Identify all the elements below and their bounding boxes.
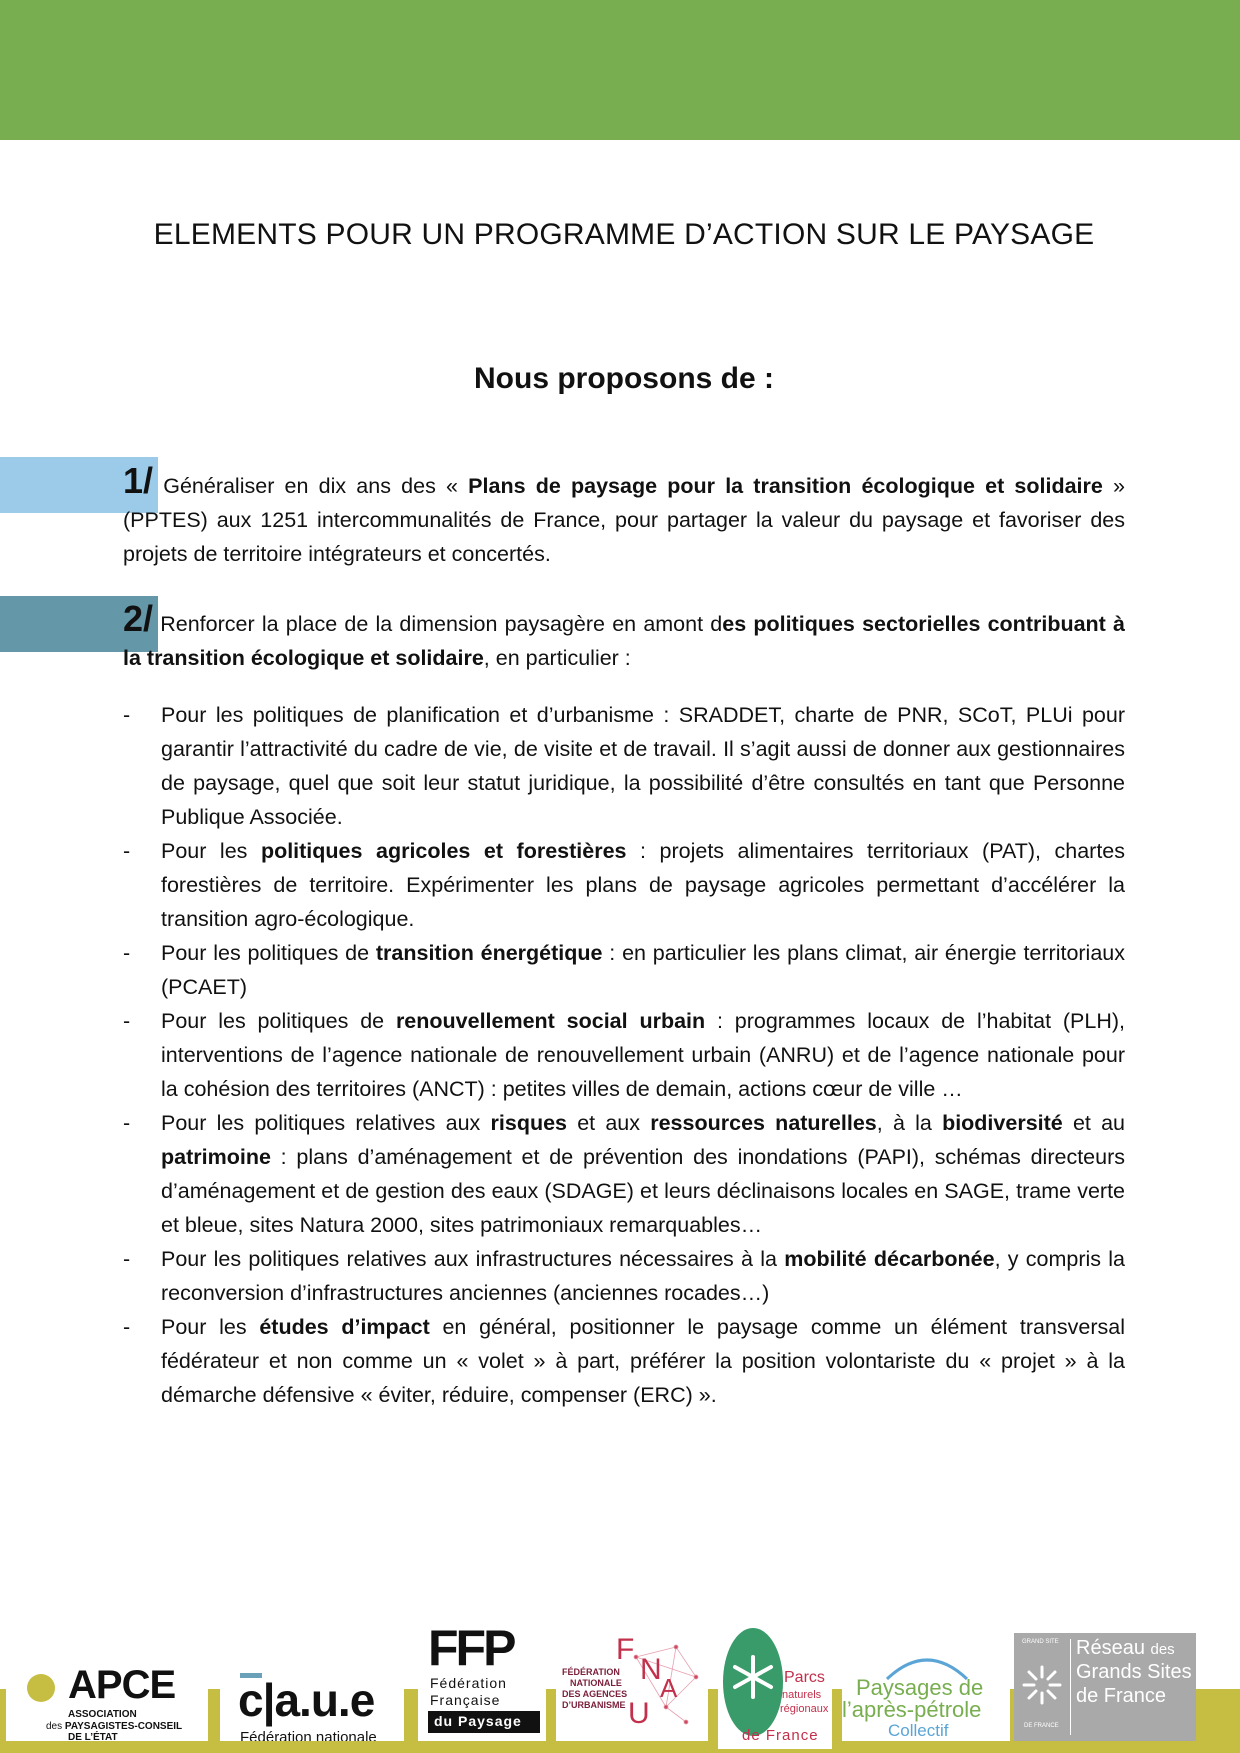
list-item-bold: politiques agricoles et forestières	[260, 839, 627, 863]
policy-list	[123, 698, 1125, 1412]
caue-subtitle: Fédération nationale	[240, 1729, 377, 1741]
list-item	[123, 1310, 1125, 1412]
list-item-text: , à la	[876, 1111, 943, 1135]
ffp-name: FFP	[428, 1620, 514, 1676]
list-item-text: Pour les politiques relatives aux	[161, 1111, 491, 1135]
bullet-dash: -	[123, 1315, 131, 1339]
apce-line-2	[46, 1721, 182, 1732]
apce-logo	[6, 1633, 208, 1741]
rgsf-line-1	[1076, 1637, 1175, 1660]
bullet-dash: -	[123, 703, 131, 727]
partner-logos	[0, 1618, 1240, 1753]
bullet-dash: -	[123, 1247, 131, 1271]
list-item-bold: ressources naturelles	[650, 1111, 877, 1135]
list-item	[123, 1106, 1125, 1242]
list-item	[123, 1242, 1125, 1310]
parcs-leaf-icon	[722, 1627, 784, 1737]
bullet-dash: -	[123, 1009, 131, 1033]
list-item-text: Pour les	[161, 839, 261, 863]
list-item	[123, 1004, 1125, 1106]
fnau-letter-n: N	[640, 1653, 662, 1686]
list-item-text: : en particulier les plans climat, air énergie territoriaux (PCAET)	[161, 941, 1125, 999]
list-item-text: et aux	[567, 1111, 651, 1135]
section-2-number: 2/	[123, 598, 154, 639]
apce-line-2-prefix: des	[46, 1721, 65, 1732]
list-item-text: et au	[1062, 1111, 1126, 1135]
apce-line-1: ASSOCIATION	[68, 1709, 137, 1720]
fnau-line-4: D’URBANISME	[562, 1700, 626, 1710]
rgsf-sun-icon	[1020, 1663, 1064, 1707]
caue-logo	[220, 1633, 404, 1741]
pap-line-1: Paysages de	[856, 1675, 984, 1700]
list-item-text: Pour les politiques de	[161, 1009, 396, 1033]
list-item-bold: renouvellement social urbain	[395, 1009, 706, 1033]
header-band	[0, 0, 1240, 140]
list-item-text: Pour les politiques de planification et d’urbanisme : SRADDET, charte de PNR, SCoT, PLUi pour garantir l’attractivité du cadre de vie, de visite et de travail. Il s’agit aussi de donner aux gestionnaires de paysage, quel que soit leur statut juridique, la possibilité d’être consultés en tant que Personne Publique Associée.	[161, 703, 1125, 829]
parcs-line-1: Parcs	[784, 1669, 825, 1686]
fnau-logo	[556, 1633, 708, 1741]
fnau-line-1: FÉDÉRATION	[562, 1667, 620, 1677]
list-item-text: Pour les	[161, 1315, 260, 1339]
ffp-line-1: Fédération	[430, 1675, 507, 1691]
bullet-dash: -	[123, 839, 131, 863]
rgsf-line-1-main: Réseau	[1076, 1637, 1151, 1659]
list-item-text: Pour les politiques de	[161, 941, 376, 965]
list-item-bold: patrimoine	[161, 1145, 271, 1169]
pap-line-2: l’après-pétrole	[842, 1697, 982, 1722]
pap-logo	[842, 1633, 1010, 1741]
section-2-text: Renforcer la place de la dimension paysagère en amont d	[153, 612, 723, 636]
ffp-line-3: du Paysage	[434, 1713, 522, 1729]
rgsf-small-1: GRAND SITE	[1022, 1639, 1059, 1645]
parcs-line-3: régionaux	[780, 1703, 829, 1715]
apce-line-2-bold: PAYSAGISTES-CONSEIL	[64, 1721, 183, 1732]
list-item-bold: études d’impact	[259, 1315, 430, 1339]
pap-line-3: Collectif	[888, 1721, 949, 1740]
parcs-line-4: de France	[742, 1727, 819, 1744]
bullet-dash: -	[123, 941, 131, 965]
apce-line-3: DE L’ÉTAT	[68, 1732, 118, 1741]
section-1-text-end: » (PPTES) aux 1251 intercommunalités de France, pour partager la valeur du paysage et favoriser des projets de territoire intégrateurs et concertés.	[123, 474, 1125, 566]
section-1	[123, 460, 1125, 571]
document-title: ELEMENTS POUR UN PROGRAMME D’ACTION SUR LE PAYSAGE	[153, 218, 1095, 251]
list-item-text: en général, positionner le paysage comme un élément transversal fédérateur et non comme un « volet » à part, préférer la position volontariste du « projet » à la démarche défensive « éviter, réduire, compenser (ERC) ».	[161, 1315, 1125, 1407]
section-2-bold: es politiques sectorielles contribuant à la transition écologique et solidaire	[123, 612, 1125, 670]
list-item-text: : plans d’aménagement et de prévention des inondations (PAPI), schémas directeurs d’aménagement et de gestion des eaux (SDAGE) et leurs déclinaisons locales en SAGE, trame verte et bleue, sites Natura 2000, sites patrimoniaux remarquables…	[161, 1145, 1125, 1237]
list-item-text: , y compris la reconversion d’infrastructures anciennes (anciennes rocades…)	[161, 1247, 1125, 1305]
list-item-text: : projets alimentaires territoriaux (PAT), chartes forestières de territoire. Expérimenter les plans de paysage agricoles permettant d’accélérer la transition agro-écologique.	[161, 839, 1125, 931]
fnau-line-2: NATIONALE	[570, 1678, 622, 1688]
fnau-letter-u: U	[628, 1697, 650, 1730]
list-item-bold: risques	[490, 1111, 567, 1135]
list-item-bold: biodiversité	[942, 1111, 1063, 1135]
list-item	[123, 698, 1125, 834]
list-item-text: : programmes locaux de l’habitat (PLH), interventions de l’agence nationale de renouvellement urbain (ANRU) et de l’agence nationale pour la cohésion des territoires (ANCT) : petites villes de demain, actions cœur de ville …	[161, 1009, 1125, 1101]
list-item-bold: mobilité décarbonée	[784, 1247, 995, 1271]
list-item-text: Pour les politiques relatives aux infrastructures nécessaires à la	[161, 1247, 785, 1271]
section-2-text-end: , en particulier :	[483, 646, 631, 670]
list-item-bold: transition énergétique	[375, 941, 603, 965]
rgsf-logo	[1014, 1633, 1196, 1741]
fnau-letter-a: A	[660, 1673, 678, 1703]
bullet-dash: -	[123, 1111, 131, 1135]
document-subtitle: Nous proposons de :	[474, 362, 774, 395]
parcs-line-2: naturels	[782, 1689, 822, 1701]
list-item	[123, 936, 1125, 1004]
ffp-logo	[418, 1619, 546, 1741]
section-1-text: Généraliser en dix ans des «	[153, 474, 469, 498]
ffp-line-2: Française	[430, 1692, 501, 1708]
list-item	[123, 834, 1125, 936]
parcs-logo	[718, 1623, 832, 1749]
fnau-line-3: DES AGENCES	[562, 1689, 628, 1699]
apce-name: APCE	[68, 1663, 176, 1707]
section-1-bold: Plans de paysage pour la transition écologique et solidaire	[468, 474, 1103, 498]
rgsf-line-3: de France	[1076, 1685, 1167, 1707]
caue-name: c|a.u.e	[238, 1674, 375, 1726]
rgsf-line-1-small: des	[1150, 1641, 1175, 1658]
fnau-letter-f: F	[616, 1633, 635, 1666]
rgsf-line-2: Grands Sites	[1076, 1661, 1192, 1683]
rgsf-small-2: DE FRANCE	[1024, 1723, 1059, 1729]
section-1-number: 1/	[123, 460, 154, 501]
apce-dot-icon	[26, 1673, 56, 1703]
section-2	[123, 598, 1125, 675]
rgsf-divider	[1070, 1639, 1071, 1735]
